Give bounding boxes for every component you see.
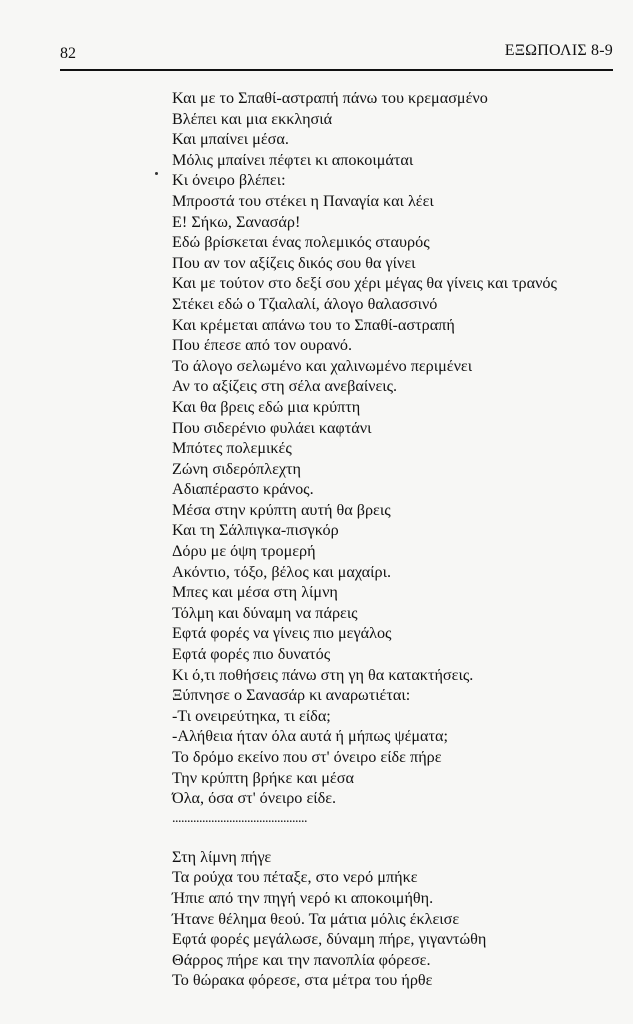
poem-line: Ήπιε από την πηγή νερό κι αποκοιμήθη. (172, 888, 434, 907)
poem-line: Εδώ βρίσκεται ένας πολεμικός σταυρός (172, 233, 430, 252)
poem-line: Κι ό,τι ποθήσεις πάνω στη γη θα κατακτήσεις. (172, 665, 474, 684)
poem-line: Εφτά φορές μεγάλωσε, δύναμη πήρε, γιγαντώθη (172, 930, 487, 949)
poem-line: Ζώνη σιδερόπλεχτη (172, 459, 302, 478)
poem-line: -Τι ονειρεύτηκα, τι είδα; (172, 706, 331, 725)
poem-line: Θάρρος πήρε και την πανοπλία φόρεσε. (172, 950, 431, 969)
poem-line: Αδιαπέραστο κράνος. (172, 480, 314, 499)
poem-line: Και κρέμεται απάνω του το Σπαθί-αστραπή (172, 315, 455, 334)
poem-line: Μέσα στην κρύπτη αυτή θα βρεις (172, 500, 391, 519)
poem-line: Αν το αξίζεις στη σέλα ανεβαίνεις. (172, 377, 398, 396)
stanza-1 (172, 88, 612, 809)
poem-line: Τόλμη και δύναμη να πάρεις (172, 603, 358, 622)
poem-line: Μπροστά του στέκει η Παναγία και λέει (172, 191, 434, 210)
poem-line: Δόρυ με όψη τρομερή (172, 542, 316, 561)
poem-line: Που αν τον αξίζεις δικός σου θα γίνει (172, 253, 416, 272)
poem-line: Και θα βρεις εδώ μια κρύπτη (172, 397, 361, 416)
poem-line: Εφτά φορές πιο δυνατός (172, 645, 331, 664)
poem-line: Βλέπει και μια εκκλησιά (172, 109, 333, 128)
header-rule (60, 69, 613, 71)
poem-line: Ήτανε θέλημα θεού. Τα μάτια μόλις έκλεισε (172, 909, 460, 928)
poem-line: Που έπεσε από τον ουρανό. (172, 336, 353, 355)
poem-line: Και με το Σπαθί-αστραπή πάνω του κρεμασμένο (172, 89, 488, 107)
poem-line: Το θώρακα φόρεσε, στα μέτρα του ήρθε (172, 971, 433, 990)
page-header (60, 40, 613, 70)
page-number: 82 (60, 45, 76, 62)
stanza-gap (172, 829, 612, 847)
separator-dots: ............................................. (172, 810, 307, 826)
poem-line: Και μπαίνει μέσα. (172, 130, 289, 149)
poem-line: Και τη Σάλπιγκα-πισγκόρ (172, 521, 339, 540)
poem-line: Το δρόμο εκείνο που στ' όνειρο είδε πήρε (172, 748, 442, 766)
poem-line: Που σιδερένιο φυλάει καφτάνι (172, 418, 372, 437)
poem-line: Κι όνειρο βλέπει: (172, 171, 286, 190)
poem-line: Ξύπνησε ο Σανασάρ κι αναρωτιέται: (172, 686, 411, 705)
poem-line: Ακόντιο, τόξο, βέλος και μαχαίρι. (172, 562, 391, 581)
poem-line: Όλα, όσα στ' όνειρο είδε. (172, 789, 337, 808)
poem-line: Μπες και μέσα στη λίμνη (172, 583, 338, 602)
poem-line: Εφτά φορές να γίνεις πιο μεγάλος (172, 624, 392, 643)
poem-line: -Αλήθεια ήταν όλα αυτά ή μήπως ψέματα; (172, 727, 449, 746)
poem-line: Στη λίμνη πήγε (172, 847, 272, 866)
poem-body (172, 88, 612, 991)
stray-mark (155, 172, 158, 175)
stanza-2 (172, 847, 612, 991)
poem-line: Μόλις μπαίνει πέφτει κι αποκοιμάται (172, 150, 414, 169)
poem-line: Μπότες πολεμικές (172, 439, 292, 458)
poem-line: Ε! Σήκω, Σανασάρ! (172, 212, 301, 231)
journal-title: ΕΞΩΠΟΛΙΣ 8-9 (504, 42, 613, 59)
poem-line: Στέκει εδώ ο Τζιαλαλί, άλογο θαλασσινό (172, 294, 438, 313)
poem-line: Την κρύπτη βρήκε και μέσα (172, 768, 354, 787)
poem-line: Το άλογο σελωμένο και χαλινωμένο περιμένει (172, 356, 473, 375)
poem-line: Τα ρούχα του πέταξε, στο νερό μπήκε (172, 868, 418, 887)
poem-line: Και με τούτον στο δεξί σου χέρι μέγας θα γίνεις και τρανός (172, 274, 557, 293)
